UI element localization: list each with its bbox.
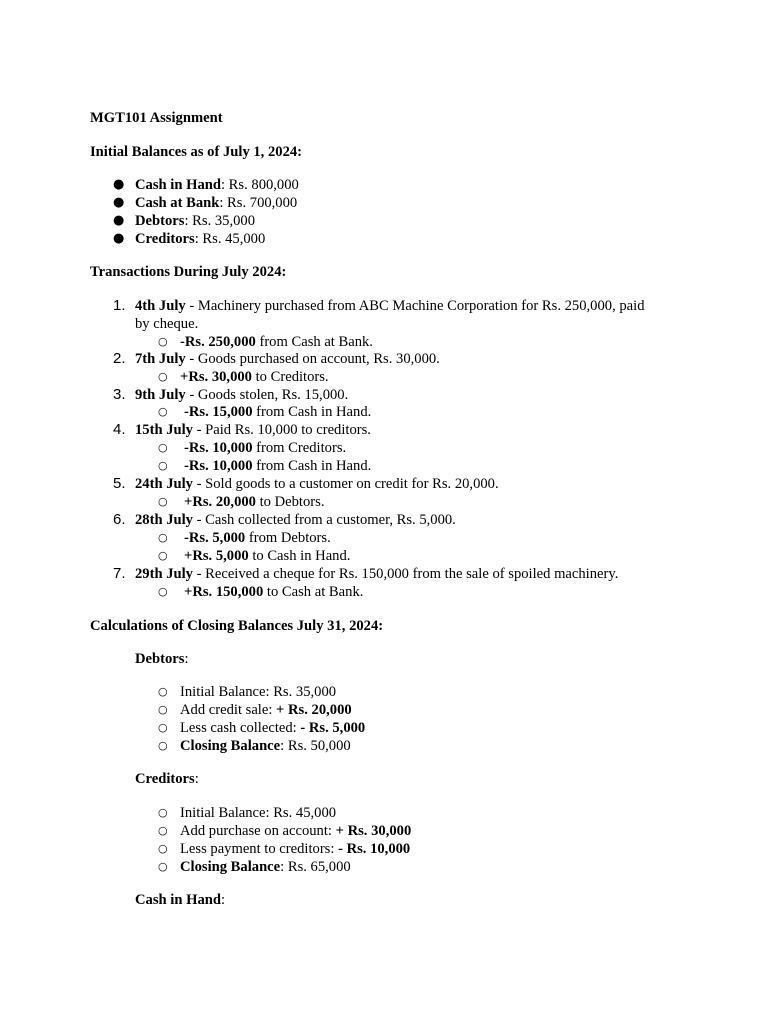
initial-balances-heading: Initial Balances as of July 1, 2024: — [90, 144, 303, 160]
list-number: 7. — [113, 565, 126, 582]
circle-bullet-icon: ○ — [158, 370, 168, 383]
creditors-closing-balance: Closing Balance: Rs. 65,000 — [180, 859, 351, 875]
creditors-calc-line: Add purchase on account: + Rs. 30,000 — [180, 823, 412, 839]
debtors-heading: Debtors: — [135, 651, 189, 667]
transaction-item: 28th July - Cash collected from a customer, Rs. 5,000. — [135, 512, 456, 528]
circle-bullet-icon: ○ — [158, 459, 168, 472]
circle-bullet-icon: ○ — [158, 721, 168, 734]
bullet-icon: ● — [113, 213, 125, 228]
transaction-item: 4th July - Machinery purchased from ABC Machine Corporation for Rs. 250,000, paid — [135, 298, 645, 314]
transaction-effect: -Rs. 10,000 from Cash in Hand. — [184, 458, 372, 474]
transaction-effect: +Rs. 5,000 to Cash in Hand. — [184, 548, 351, 564]
closing-balances-heading: Calculations of Closing Balances July 31, 2024: — [90, 618, 384, 634]
debtors-calc-line: Less cash collected: - Rs. 5,000 — [180, 720, 366, 736]
transaction-effect: -Rs. 15,000 from Cash in Hand. — [184, 404, 372, 420]
circle-bullet-icon: ○ — [158, 531, 168, 544]
circle-bullet-icon: ○ — [158, 860, 168, 873]
circle-bullet-icon: ○ — [158, 824, 168, 837]
list-number: 6. — [113, 511, 126, 528]
debtors-closing-balance: Closing Balance: Rs. 50,000 — [180, 738, 351, 754]
circle-bullet-icon: ○ — [158, 739, 168, 752]
transaction-item-continuation: by cheque. — [135, 316, 199, 332]
creditors-calc-line: Initial Balance: Rs. 45,000 — [180, 805, 337, 821]
document-title: MGT101 Assignment — [90, 110, 223, 126]
creditors-heading: Creditors: — [135, 771, 199, 787]
transaction-effect: +Rs. 30,000 to Creditors. — [180, 369, 329, 385]
transaction-item: 9th July - Goods stolen, Rs. 15,000. — [135, 387, 349, 403]
transaction-item: 7th July - Goods purchased on account, Rs. 30,000. — [135, 351, 440, 367]
list-number: 1. — [113, 297, 126, 314]
circle-bullet-icon: ○ — [158, 549, 168, 562]
circle-bullet-icon: ○ — [158, 495, 168, 508]
transactions-heading: Transactions During July 2024: — [90, 264, 287, 280]
initial-item-cash-in-hand: Cash in Hand: Rs. 800,000 — [135, 177, 299, 193]
creditors-calc-line: Less payment to creditors: - Rs. 10,000 — [180, 841, 411, 857]
debtors-calc-line: Add credit sale: + Rs. 20,000 — [180, 702, 352, 718]
transaction-effect: -Rs. 10,000 from Creditors. — [184, 440, 347, 456]
cash-in-hand-heading: Cash in Hand: — [135, 892, 226, 908]
list-number: 4. — [113, 421, 126, 438]
list-number: 3. — [113, 386, 126, 403]
bullet-icon: ● — [113, 177, 125, 192]
list-number: 5. — [113, 475, 126, 492]
initial-item-debtors: Debtors: Rs. 35,000 — [135, 213, 255, 229]
circle-bullet-icon: ○ — [158, 335, 168, 348]
circle-bullet-icon: ○ — [158, 806, 168, 819]
circle-bullet-icon: ○ — [158, 842, 168, 855]
transaction-item: 29th July - Received a cheque for Rs. 150,000 from the sale of spoiled machinery. — [135, 566, 619, 582]
list-number: 2. — [113, 350, 126, 367]
transaction-item: 15th July - Paid Rs. 10,000 to creditors. — [135, 422, 371, 438]
circle-bullet-icon: ○ — [158, 405, 168, 418]
transaction-effect: -Rs. 250,000 from Cash at Bank. — [180, 334, 373, 350]
transaction-effect: +Rs. 20,000 to Debtors. — [184, 494, 325, 510]
circle-bullet-icon: ○ — [158, 585, 168, 598]
initial-item-creditors: Creditors: Rs. 45,000 — [135, 231, 266, 247]
transaction-effect: -Rs. 5,000 from Debtors. — [184, 530, 331, 546]
bullet-icon: ● — [113, 231, 125, 246]
bullet-icon: ● — [113, 195, 125, 210]
circle-bullet-icon: ○ — [158, 441, 168, 454]
circle-bullet-icon: ○ — [158, 685, 168, 698]
transaction-item: 24th July - Sold goods to a customer on credit for Rs. 20,000. — [135, 476, 499, 492]
debtors-calc-line: Initial Balance: Rs. 35,000 — [180, 684, 337, 700]
transaction-effect: +Rs. 150,000 to Cash at Bank. — [184, 584, 364, 600]
initial-item-cash-at-bank: Cash at Bank: Rs. 700,000 — [135, 195, 298, 211]
circle-bullet-icon: ○ — [158, 703, 168, 716]
